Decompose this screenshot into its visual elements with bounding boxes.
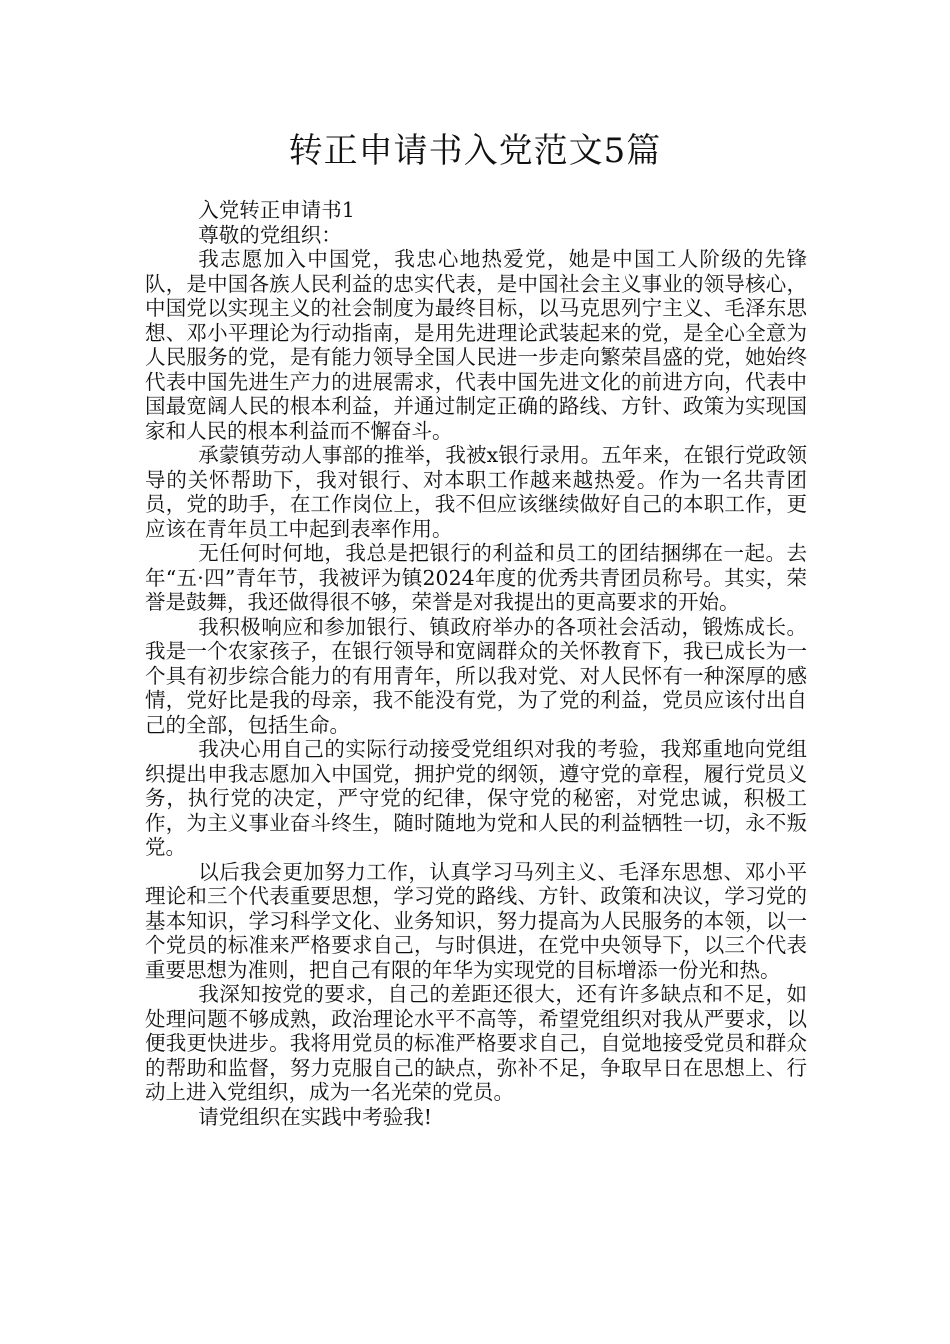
body-paragraph: 我志愿加入中国党，我忠心地热爱党，她是中国工人阶级的先锋队，是中国各族人民利益的忠实代表，是中国社会主义事业的领导核心，中国党以实现主义的社会制度为最终目标，以马克思列宁主义、毛泽东思想、邓小平理论为行动指南，是用先进理论武装起来的党，是全心全意为人民服务的党，是有能力领导全国人民进一步走向繁荣昌盛的党，她始终代表中国先进生产力的进展需求，代表中国先进文化的前进方向，代表中国最宽阔人民的根本利益，并通过制定正确的路线、方针、政策为实现国家和人民的根本利益而不懈奋斗。 — [145, 247, 807, 443]
closing-line: 请党组织在实践中考验我! — [198, 1104, 433, 1129]
body-paragraph: 我积极响应和参加银行、镇政府举办的各项社会活动，锻炼成长。我是一个农家孩子，在银行领导和宽阔群众的关怀教育下，我已成长为一个具有初步综合能力的有用青年，所以我对党、对人民怀有一种深厚的感情，党好比是我的母亲，我不能没有党，为了党的利益，党员应该付出自己的全部，包括生命。 — [145, 614, 807, 737]
salutation: 尊敬的党组织： — [198, 222, 342, 247]
document-title: 转正申请书入党范文5篇 — [288, 131, 662, 171]
body-paragraph: 无任何时何地，我总是把银行的利益和员工的团结捆绑在一起。去年“五·四”青年节，我被评为镇2024年度的优秀共青团员称号。其实，荣誉是鼓舞，我还做得很不够，荣誉是对我提出的更高要求的开始。 — [145, 541, 807, 614]
section-heading: 入党转正申请书1 — [198, 198, 355, 222]
document-body — [145, 198, 807, 1129]
body-paragraph: 我深知按党的要求，自己的差距还很大，还有许多缺点和不足，如处理问题不够成熟，政治理论水平不高等，希望党组织对我从严要求，以便我更快进步。我将用党员的标准严格要求自己，自觉地接受党员和群众的帮助和监督，努力克服自己的缺点，弥补不足，争取早日在思想上、行动上进入党组织，成为一名光荣的党员。 — [145, 982, 807, 1104]
body-paragraph: 以后我会更加努力工作，认真学习马列主义、毛泽东思想、邓小平理论和三个代表重要思想，学习党的路线、方针、政策和决议，学习党的基本知识，学习科学文化、业务知识，努力提高为人民服务的本领，以一个党员的标准来严格要求自己，与时俱进，在党中央领导下，以三个代表重要思想为准则，把自己有限的年华为实现党的目标增添一份光和热。 — [145, 859, 807, 982]
body-paragraph: 我决心用自己的实际行动接受党组织对我的考验，我郑重地向党组织提出申我志愿加入中国党，拥护党的纲领，遵守党的章程，履行党员义务，执行党的决定，严守党的纪律，保守党的秘密，对党忠诚，积极工作，为主义事业奋斗终生，随时随地为党和人民的利益牺牲一切，永不叛党。 — [145, 737, 807, 859]
body-paragraph: 承蒙镇劳动人事部的推举，我被x银行录用。五年来，在银行党政领导的关怀帮助下，我对银行、对本职工作越来越热爱。作为一名共青团员，党的助手，在工作岗位上，我不但应该继续做好自己的本职工作，更应该在青年员工中起到表率作用。 — [145, 443, 807, 541]
